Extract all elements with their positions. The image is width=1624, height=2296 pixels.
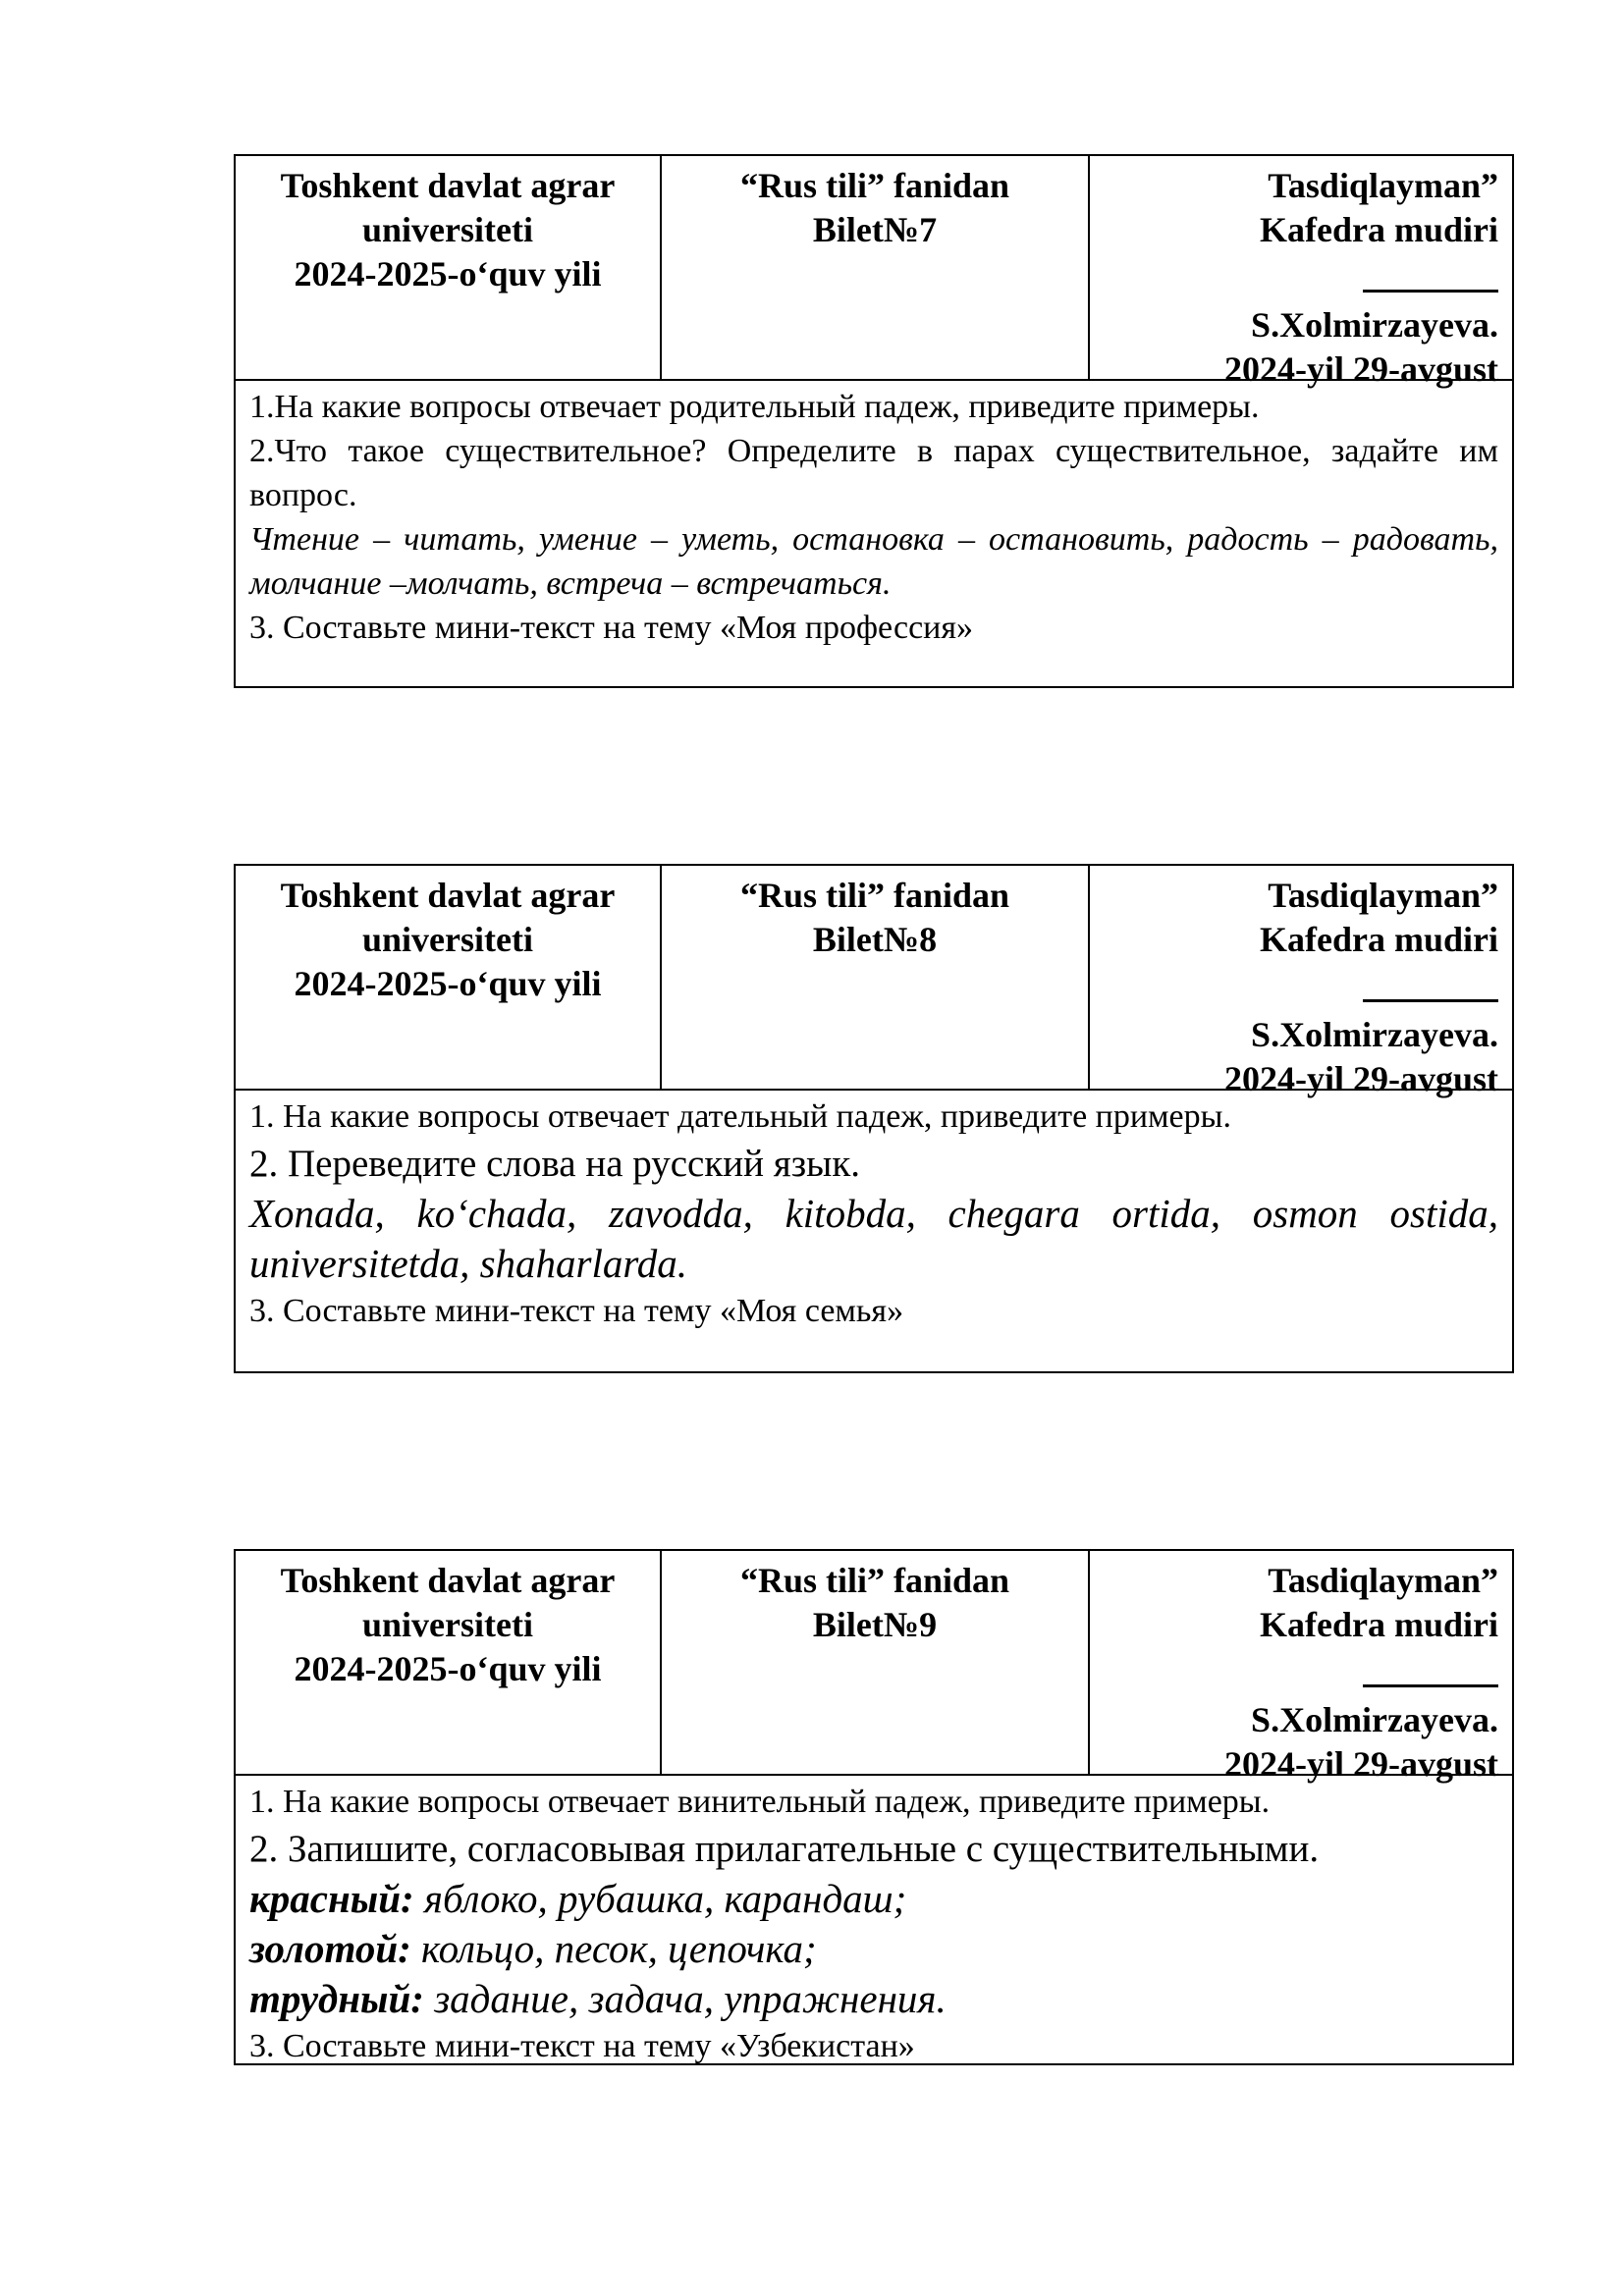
question-3: 3. Составьте мини-текст на тему «Узбекистан» <box>249 2028 915 2064</box>
ticket-number: Bilet№9 <box>812 1605 938 1644</box>
university-cell <box>236 866 662 1089</box>
question-1: 1. На какие вопросы отвечает винительный падеж, приведите примеры. <box>249 1784 1271 1820</box>
approval-label: Tasdiqlayman” <box>1268 1561 1498 1600</box>
approval-label: Tasdiqlayman” <box>1268 166 1498 205</box>
university-line: universiteti <box>362 1605 533 1644</box>
approval-cell <box>1090 156 1512 389</box>
signatory-name: S.Xolmirzayeva. <box>1251 305 1498 345</box>
ticket-questions <box>236 381 1512 650</box>
signature-line <box>1090 962 1498 1013</box>
adjective-row <box>249 1874 1498 1924</box>
academic-year: 2024-2025-o‘quv yili <box>294 254 602 294</box>
adjective-row <box>249 1974 1498 2024</box>
approval-cell <box>1090 1551 1512 1784</box>
approval-date: 2024-yil 29-avgust <box>1224 1744 1498 1784</box>
ticket-header <box>236 1551 1512 1784</box>
ticket-number: Bilet№7 <box>812 210 938 249</box>
question-1: 1. На какие вопросы отвечает дательный падеж, приведите примеры. <box>249 1098 1231 1135</box>
ticket-number: Bilet№8 <box>812 920 938 959</box>
department-head-label: Kafedra mudiri <box>1260 920 1498 959</box>
academic-year: 2024-2025-o‘quv yili <box>294 1649 602 1688</box>
university-line: Toshkent davlat agrar <box>280 1561 616 1600</box>
question-2: 2.Что такое существительное? Определите в парах существительное, задайте им вопрос. <box>249 433 1498 513</box>
question-2: 2. Запишите, согласовывая прилагательные с существительными. <box>249 1828 1320 1870</box>
adjective: красный: <box>249 1876 414 1921</box>
ticket-header <box>236 866 1512 1098</box>
question-2: 2. Переведите слова на русский язык. <box>249 1143 861 1185</box>
subject-title: “Rus tili” fanidan <box>739 166 1010 205</box>
ticket-header <box>236 156 1512 389</box>
subject-title: “Rus tili” fanidan <box>739 876 1010 915</box>
question-3: 3. Составьте мини-текст на тему «Моя семья» <box>249 1293 904 1329</box>
department-head-label: Kafedra mudiri <box>1260 1605 1498 1644</box>
approval-label: Tasdiqlayman” <box>1268 876 1498 915</box>
nouns: кольцо, песок, цепочка; <box>410 1926 817 1971</box>
approval-cell <box>1090 866 1512 1098</box>
signature-line <box>1090 1647 1498 1698</box>
subject-cell <box>662 1551 1090 1774</box>
subject-title: “Rus tili” fanidan <box>739 1561 1010 1600</box>
signature-line <box>1090 252 1498 303</box>
academic-year: 2024-2025-o‘quv yili <box>294 964 602 1003</box>
ticket-8 <box>234 864 1514 1373</box>
nouns: задание, задача, упражнения. <box>423 1976 947 2021</box>
ticket-9 <box>234 1549 1514 2065</box>
university-cell <box>236 156 662 379</box>
nouns: яблоко, рубашка, карандаш; <box>413 1876 907 1921</box>
adjective: золотой: <box>249 1926 411 1971</box>
university-line: universiteti <box>362 920 533 959</box>
words-to-translate: Xonada, ko‘chada, zavodda, kitobda, chegara ortida, osmon ostida, universitetda, shaharlarda. <box>249 1191 1498 1286</box>
ticket-7 <box>234 154 1514 688</box>
subject-cell <box>662 156 1090 379</box>
adjective: трудный: <box>249 1976 424 2021</box>
signatory-name: S.Xolmirzayeva. <box>1251 1700 1498 1739</box>
university-line: universiteti <box>362 210 533 249</box>
university-cell <box>236 1551 662 1774</box>
ticket-questions <box>236 1776 1512 2068</box>
ticket-questions <box>236 1091 1512 1333</box>
word-pairs: Чтение – читать, умение – уметь, остановка – остановить, радость – радовать, молчание –молчать, встреча – встречаться. <box>249 521 1498 602</box>
university-line: Toshkent davlat agrar <box>280 876 616 915</box>
question-3: 3. Составьте мини-текст на тему «Моя профессия» <box>249 610 973 646</box>
subject-cell <box>662 866 1090 1089</box>
adjective-row <box>249 1924 1498 1974</box>
approval-date: 2024-yil 29-avgust <box>1224 1059 1498 1098</box>
question-1: 1.На какие вопросы отвечает родительный падеж, приведите примеры. <box>249 389 1260 425</box>
university-line: Toshkent davlat agrar <box>280 166 616 205</box>
department-head-label: Kafedra mudiri <box>1260 210 1498 249</box>
signatory-name: S.Xolmirzayeva. <box>1251 1015 1498 1054</box>
approval-date: 2024-yil 29-avgust <box>1224 349 1498 389</box>
